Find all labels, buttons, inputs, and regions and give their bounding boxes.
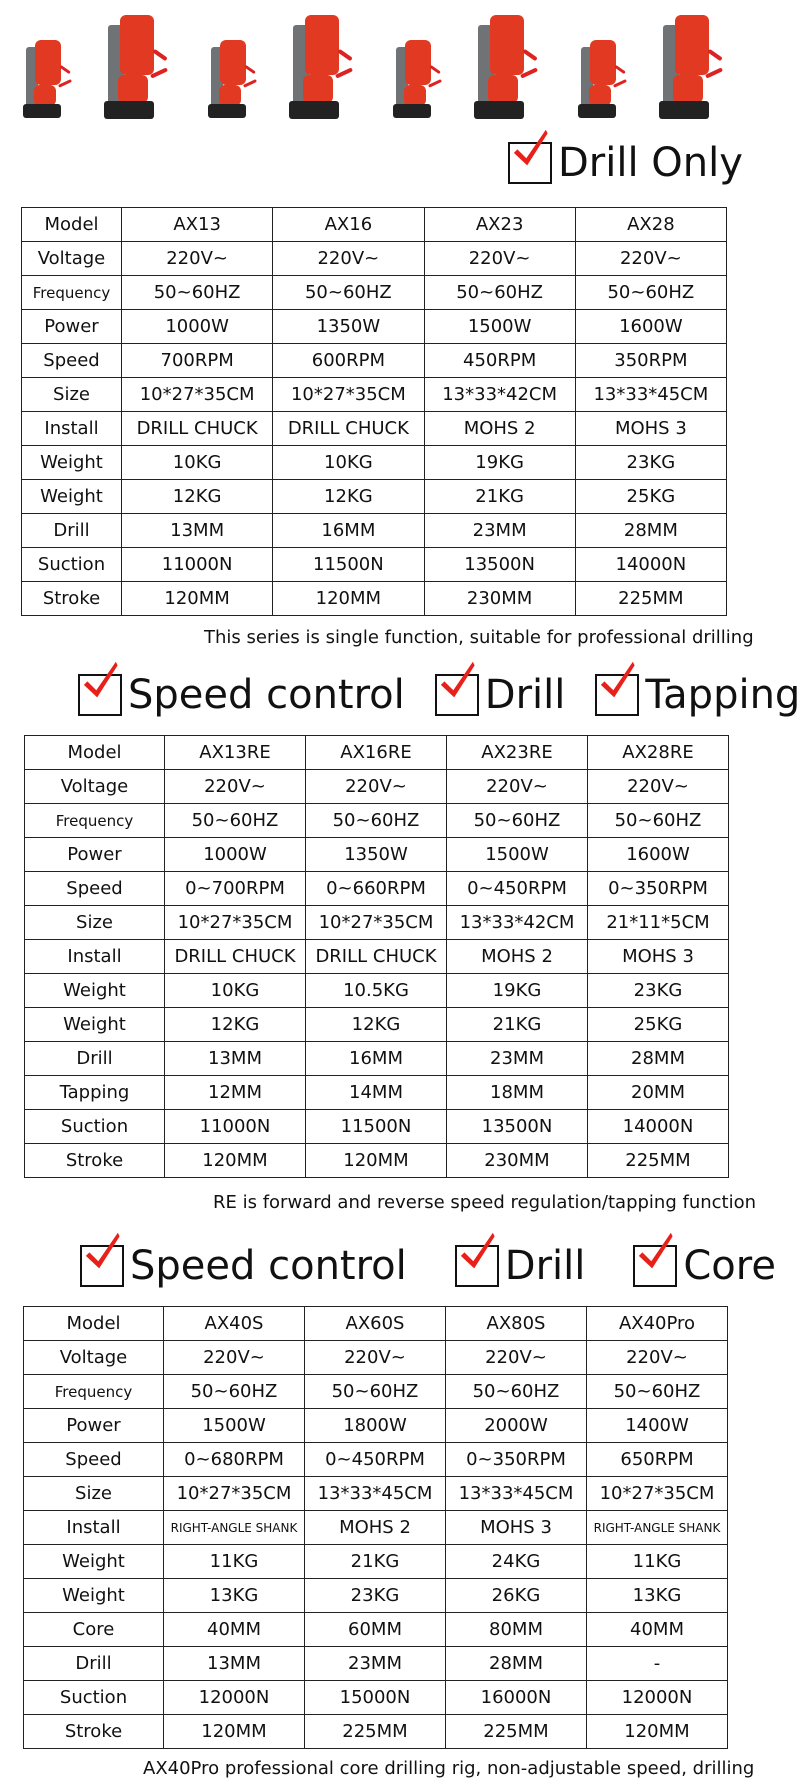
row-label: Frequency [24,1375,164,1409]
section3-heading [80,1243,776,1289]
row-label: Suction [24,1681,164,1715]
table-cell: 600RPM [273,344,424,378]
table-cell: 11000N [165,1110,306,1144]
table-cell: 220V~ [588,770,729,804]
table-cell: 220V~ [164,1341,305,1375]
table-cell: 26KG [446,1579,587,1613]
table-cell: 10*27*35CM [587,1477,728,1511]
table-row [22,480,727,514]
row-label: Stroke [25,1144,165,1178]
section2-spec-table [24,735,729,1178]
table-row [22,276,727,310]
row-label: Weight [22,446,122,480]
table-cell: 120MM [165,1144,306,1178]
table-cell: 50~60HZ [587,1375,728,1409]
row-label: Voltage [24,1341,164,1375]
table-cell: AX13 [122,208,273,242]
table-cell: 1400W [587,1409,728,1443]
checkbox-icon [435,674,479,716]
magnetic-drill-icon [575,38,628,121]
row-label: Size [22,378,122,412]
table-row [25,974,729,1008]
table-cell: 13*33*42CM [424,378,575,412]
table-cell: 220V~ [273,242,424,276]
table-cell: 650RPM [587,1443,728,1477]
row-label: Weight [22,480,122,514]
table-row [25,1042,729,1076]
row-label: Install [22,412,122,446]
table-row [25,872,729,906]
table-cell: 12KG [122,480,273,514]
table-cell: 220V~ [305,1341,446,1375]
table-cell: 12MM [165,1076,306,1110]
heading-item [78,672,405,718]
heading-label: Drill Only [558,140,743,186]
table-cell: 1500W [447,838,588,872]
table-cell: 12000N [587,1681,728,1715]
magnetic-drill-icon [20,38,73,121]
heading-item [455,1243,586,1289]
table-cell: 0~350RPM [446,1443,587,1477]
table-row [24,1681,728,1715]
section2-note: RE is forward and reverse speed regulation/tapping function [213,1192,757,1213]
table-cell: AX80S [446,1307,587,1341]
table-row [24,1341,728,1375]
table-cell: 19KG [447,974,588,1008]
table-cell: 25KG [588,1008,729,1042]
table-cell: 0~450RPM [305,1443,446,1477]
section1-note: This series is single function, suitable for professional drilling [204,627,754,648]
table-cell: AX28RE [588,736,729,770]
row-label: Size [24,1477,164,1511]
table-cell: 1500W [164,1409,305,1443]
check-mark-icon [82,660,118,699]
row-label: Install [24,1511,164,1545]
table-row [22,412,727,446]
table-cell: MOHS 2 [447,940,588,974]
table-cell: 120MM [164,1715,305,1749]
table-row [22,446,727,480]
table-row [25,1076,729,1110]
checkbox-icon [78,674,122,716]
row-label: Drill [22,514,122,548]
table-cell: 225MM [575,582,726,616]
table-cell: AX23 [424,208,575,242]
table-row [24,1477,728,1511]
table-cell: 10*27*35CM [164,1477,305,1511]
table-cell: 10.5KG [306,974,447,1008]
magnetic-drill-icon [285,13,355,123]
table-cell: 0~350RPM [588,872,729,906]
magnetic-drill-icon [470,13,540,123]
checkbox-icon [508,142,552,184]
magnetic-drill-icon [205,38,258,121]
table-cell: 12KG [306,1008,447,1042]
table-cell: DRILL CHUCK [273,412,424,446]
table-cell: 11500N [273,548,424,582]
table-cell: AX16 [273,208,424,242]
table-cell: AX40Pro [587,1307,728,1341]
table-cell: 1800W [305,1409,446,1443]
table-cell: 120MM [122,582,273,616]
table-cell: 13KG [164,1579,305,1613]
table-row [24,1715,728,1749]
table-cell: 1600W [575,310,726,344]
table-cell: 23KG [588,974,729,1008]
table-cell: 18MM [447,1076,588,1110]
table-cell: 700RPM [122,344,273,378]
table-cell: 16000N [446,1681,587,1715]
row-label: Weight [25,974,165,1008]
table-cell: 50~60HZ [446,1375,587,1409]
table-cell: 24KG [446,1545,587,1579]
row-label: Stroke [22,582,122,616]
table-cell: 23MM [447,1042,588,1076]
table-cell: 220V~ [575,242,726,276]
row-label: Size [25,906,165,940]
checkbox-icon [633,1245,677,1287]
row-label: Core [24,1613,164,1647]
table-cell: 11KG [587,1545,728,1579]
table-cell: 50~60HZ [165,804,306,838]
table-cell: 10KG [273,446,424,480]
heading-label: Drill [484,672,566,718]
row-label: Power [24,1409,164,1443]
table-cell: 12KG [165,1008,306,1042]
table-row [24,1545,728,1579]
check-mark-icon [599,660,635,699]
table-cell: 225MM [446,1715,587,1749]
table-cell: 50~60HZ [273,276,424,310]
table-row [24,1443,728,1477]
row-label: Power [25,838,165,872]
row-label: Suction [25,1110,165,1144]
table-cell: 50~60HZ [122,276,273,310]
table-row [22,344,727,378]
section3-note: AX40Pro professional core drilling rig, non-adjustable speed, drilling [143,1758,755,1779]
row-label: Install [25,940,165,974]
table-cell: 120MM [587,1715,728,1749]
checkbox-icon [595,674,639,716]
row-label: Weight [24,1579,164,1613]
table-cell: 50~60HZ [306,804,447,838]
row-label: Voltage [22,242,122,276]
table-row [25,770,729,804]
table-row [22,548,727,582]
table-cell: 0~680RPM [164,1443,305,1477]
table-cell: 14000N [588,1110,729,1144]
row-label: Drill [24,1647,164,1681]
table-cell: DRILL CHUCK [165,940,306,974]
table-cell: MOHS 3 [588,940,729,974]
table-cell: 60MM [305,1613,446,1647]
table-cell: 50~60HZ [447,804,588,838]
table-cell: 1500W [424,310,575,344]
section1-heading [508,140,743,186]
row-label: Weight [24,1545,164,1579]
table-row [25,940,729,974]
table-cell: 10KG [122,446,273,480]
table-cell: 16MM [306,1042,447,1076]
table-cell: 350RPM [575,344,726,378]
row-label: Voltage [25,770,165,804]
table-cell: MOHS 2 [305,1511,446,1545]
table-row [24,1511,728,1545]
table-cell: 13500N [447,1110,588,1144]
table-cell: AX16RE [306,736,447,770]
table-cell: 50~60HZ [575,276,726,310]
table-cell: MOHS 2 [424,412,575,446]
table-cell: 120MM [306,1144,447,1178]
table-cell: 1350W [306,838,447,872]
table-cell: AX23RE [447,736,588,770]
table-cell: AX60S [305,1307,446,1341]
check-mark-icon [439,660,475,699]
table-cell: DRILL CHUCK [306,940,447,974]
table-cell: AX13RE [165,736,306,770]
table-row [24,1375,728,1409]
table-header-row [25,736,729,770]
table-cell: 28MM [446,1647,587,1681]
table-cell: 14000N [575,548,726,582]
table-row [25,906,729,940]
magnetic-drill-icon [390,38,443,121]
heading-label: Speed control [128,672,405,718]
magnetic-drill-icon [100,13,170,123]
check-mark-icon [459,1231,495,1270]
table-cell: 225MM [588,1144,729,1178]
table-cell: 13*33*45CM [446,1477,587,1511]
heading-item [80,1243,407,1289]
row-label: Suction [22,548,122,582]
table-cell: 0~660RPM [306,872,447,906]
table-cell: 13*33*45CM [575,378,726,412]
table-row [25,1008,729,1042]
table-cell: 225MM [305,1715,446,1749]
table-cell: 450RPM [424,344,575,378]
table-cell: 50~60HZ [424,276,575,310]
table-cell: 15000N [305,1681,446,1715]
table-cell: 220V~ [424,242,575,276]
row-label: Drill [25,1042,165,1076]
table-cell: 230MM [447,1144,588,1178]
table-cell: RIGHT-ANGLE SHANK [587,1511,728,1545]
row-label: Model [22,208,122,242]
table-row [22,310,727,344]
heading-item [633,1243,776,1289]
table-cell: 11KG [164,1545,305,1579]
row-label: Power [22,310,122,344]
heading-item [435,672,566,718]
check-mark-icon [84,1231,120,1270]
row-label: Speed [25,872,165,906]
table-cell: 23MM [424,514,575,548]
table-row [25,1110,729,1144]
table-cell: 120MM [273,582,424,616]
table-row [24,1613,728,1647]
table-cell: 220V~ [587,1341,728,1375]
table-cell: 10*27*35CM [273,378,424,412]
table-cell: 220V~ [447,770,588,804]
table-cell: MOHS 3 [446,1511,587,1545]
table-cell: 14MM [306,1076,447,1110]
table-row [24,1409,728,1443]
table-header-row [22,208,727,242]
heading-label: Speed control [130,1243,407,1289]
table-row [22,582,727,616]
table-cell: 16MM [273,514,424,548]
table-cell: 230MM [424,582,575,616]
table-cell: 13*33*45CM [305,1477,446,1511]
table-cell: 0~450RPM [447,872,588,906]
table-row [22,242,727,276]
table-cell: 0~700RPM [165,872,306,906]
row-label: Weight [25,1008,165,1042]
table-cell: 1350W [273,310,424,344]
table-cell: 11500N [306,1110,447,1144]
table-cell: 13MM [165,1042,306,1076]
check-mark-icon [637,1231,673,1270]
table-cell: RIGHT-ANGLE SHANK [164,1511,305,1545]
section2-heading [78,672,800,718]
table-row [22,514,727,548]
table-cell: 28MM [575,514,726,548]
table-cell: 220V~ [446,1341,587,1375]
section1-spec-table [21,207,727,616]
checkbox-icon [80,1245,124,1287]
table-cell: 10*27*35CM [122,378,273,412]
row-label: Frequency [25,804,165,838]
table-row [24,1579,728,1613]
table-cell: AX40S [164,1307,305,1341]
row-label: Stroke [24,1715,164,1749]
check-mark-icon [512,128,548,167]
table-cell: 10*27*35CM [165,906,306,940]
table-cell: 50~60HZ [588,804,729,838]
table-cell: 1000W [122,310,273,344]
magnetic-drill-icon [655,13,725,123]
table-cell: 2000W [446,1409,587,1443]
table-cell: 20MM [588,1076,729,1110]
table-row [25,1144,729,1178]
table-cell: 13KG [587,1579,728,1613]
table-header-row [24,1307,728,1341]
table-cell: 1000W [165,838,306,872]
table-cell: - [587,1647,728,1681]
table-cell: 21*11*5CM [588,906,729,940]
row-label: Speed [22,344,122,378]
table-cell: 28MM [588,1042,729,1076]
table-cell: 13MM [164,1647,305,1681]
table-cell: 220V~ [122,242,273,276]
heading-label: Core [683,1243,776,1289]
section3-spec-table [23,1306,728,1749]
table-cell: 23KG [575,446,726,480]
table-cell: DRILL CHUCK [122,412,273,446]
table-cell: 12000N [164,1681,305,1715]
table-cell: 1600W [588,838,729,872]
heading-label: Tapping [645,672,800,718]
heading-item [508,140,743,186]
row-label: Frequency [22,276,122,310]
table-cell: 23KG [305,1579,446,1613]
heading-label: Drill [504,1243,586,1289]
table-cell: AX28 [575,208,726,242]
table-cell: 50~60HZ [164,1375,305,1409]
row-label: Tapping [25,1076,165,1110]
table-row [25,804,729,838]
table-cell: 50~60HZ [305,1375,446,1409]
table-cell: 23MM [305,1647,446,1681]
table-cell: 19KG [424,446,575,480]
table-cell: 13500N [424,548,575,582]
table-cell: 25KG [575,480,726,514]
table-cell: 13MM [122,514,273,548]
checkbox-icon [455,1245,499,1287]
table-cell: 13*33*42CM [447,906,588,940]
table-cell: 10*27*35CM [306,906,447,940]
table-cell: 80MM [446,1613,587,1647]
table-cell: 40MM [587,1613,728,1647]
table-cell: 21KG [447,1008,588,1042]
table-cell: 11000N [122,548,273,582]
table-cell: 10KG [165,974,306,1008]
table-cell: 21KG [305,1545,446,1579]
row-label: Speed [24,1443,164,1477]
table-cell: 220V~ [165,770,306,804]
table-row [25,838,729,872]
product-banner [15,8,735,138]
row-label: Model [24,1307,164,1341]
table-cell: 12KG [273,480,424,514]
table-cell: MOHS 3 [575,412,726,446]
row-label: Model [25,736,165,770]
table-cell: 220V~ [306,770,447,804]
table-row [24,1647,728,1681]
heading-item [595,672,800,718]
table-cell: 40MM [164,1613,305,1647]
table-row [22,378,727,412]
table-cell: 21KG [424,480,575,514]
